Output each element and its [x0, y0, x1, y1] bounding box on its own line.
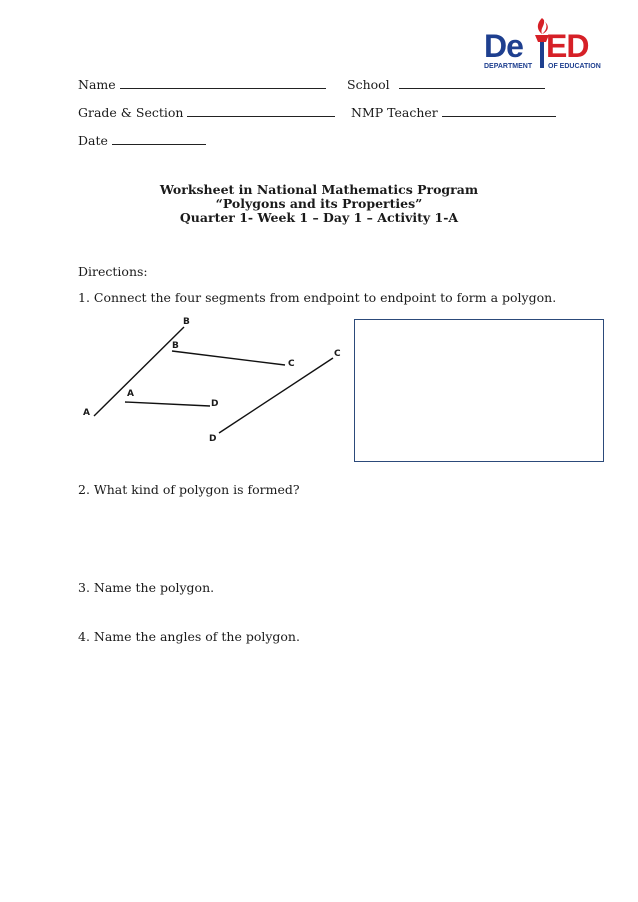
segment-ad [125, 402, 210, 406]
label-a1: A [83, 408, 90, 418]
label-c2: C [334, 349, 341, 359]
segment-bc [172, 351, 285, 365]
label-d1: D [211, 399, 219, 409]
question-4: 4. Name the angles of the polygon. [78, 629, 300, 644]
worksheet-title: Worksheet in National Mathematics Program [159, 182, 479, 197]
logo-tagline-right: OF EDUCATION [548, 63, 601, 70]
school-label: School [347, 77, 390, 92]
answer-drawing-box[interactable] [354, 319, 604, 462]
label-b1: B [183, 317, 190, 327]
name-label: Name [78, 77, 116, 92]
question-1: 1. Connect the four segments from endpoint to endpoint to form a polygon. [78, 290, 557, 305]
label-d2: D [209, 434, 217, 444]
nmp-teacher-label: NMP Teacher [351, 105, 438, 120]
worksheet-subtitle: “Polygons and its Properties” [215, 196, 423, 211]
segment-dc [219, 358, 333, 433]
label-c1: C [288, 359, 295, 369]
logo-ed-text: ED [546, 28, 589, 64]
logo-dep-text: De [484, 28, 523, 64]
worksheet-activity: Quarter 1- Week 1 – Day 1 – Activity 1-A [179, 210, 459, 225]
logo-tagline-left: DEPARTMENT [484, 63, 533, 70]
question-2: 2. What kind of polygon is formed? [78, 482, 300, 497]
question-3: 3. Name the polygon. [78, 580, 215, 595]
label-b2: B [172, 341, 179, 351]
grade-section-label: Grade & Section [78, 105, 184, 120]
label-a2: A [127, 389, 134, 399]
date-label: Date [78, 133, 108, 148]
directions-label: Directions: [78, 264, 148, 279]
